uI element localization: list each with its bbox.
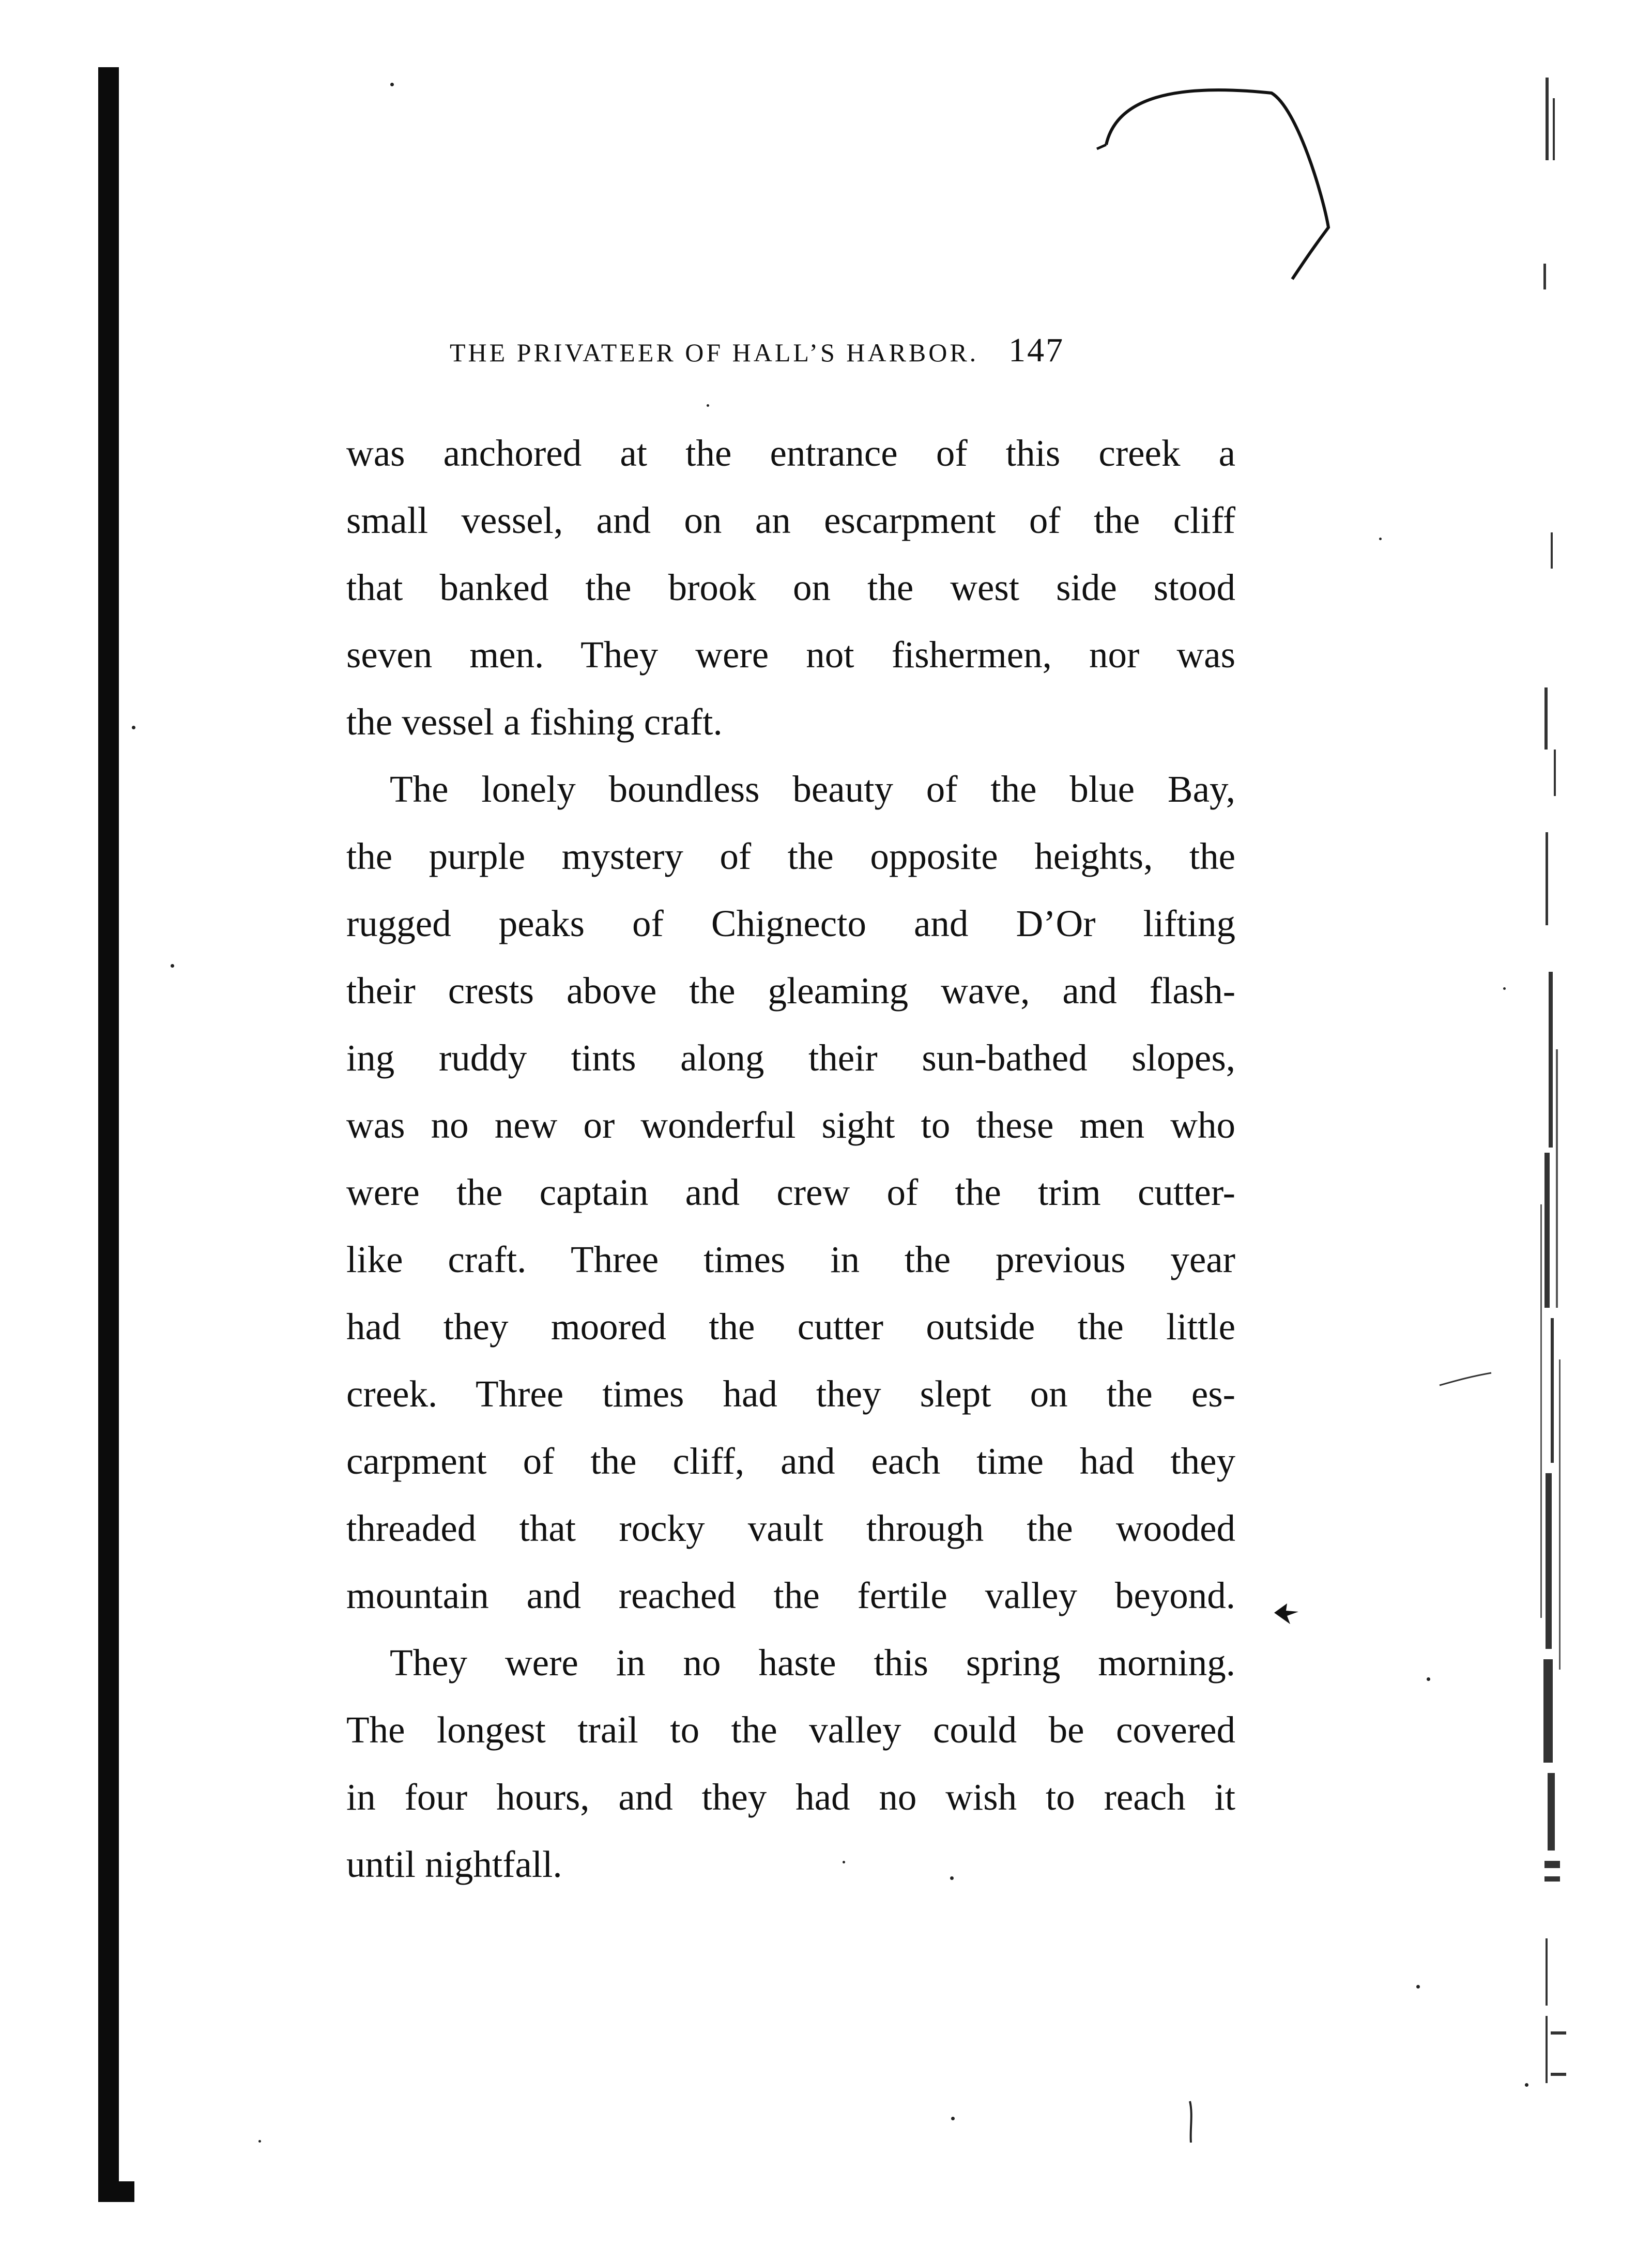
text-line: The longest trail to the valley could be covered [346,1709,1235,1751]
pencil-stroke [1437,1370,1494,1390]
text-line: was anchored at the entrance of this creek a [346,432,1235,474]
running-title: THE PRIVATEER OF HALL’S HARBOR. [450,338,979,367]
text-line: the vessel a fishing craft. [346,701,723,743]
scan-speck [1503,987,1506,990]
scan-binding-shadow [98,67,119,2202]
text-line: were the captain and crew of the trim cutter- [346,1171,1235,1213]
body-text [346,420,1235,1898]
paragraph-first-line: They were in no haste this spring morning. [390,1642,1235,1684]
text-line: in four hours, and they had no wish to reach it [346,1776,1235,1818]
text-line: carpment of the cliff, and each time had they [346,1440,1235,1482]
text-line: until nightfall. [346,1843,562,1885]
scan-speck [171,964,174,968]
scan-binding-shadow-foot [117,2181,134,2202]
scan-speck [1525,2083,1528,2087]
scan-page-edge-noise [1530,67,1582,2135]
scan-speck [258,2140,261,2143]
pencil-mark-bracket [1085,62,1375,300]
paragraph-first-line: The lonely boundless beauty of the blue Bay, [390,768,1235,810]
text-line: the purple mystery of the opposite heights, the [346,835,1235,877]
scan-speck [390,83,394,86]
scan-speck [1427,1677,1430,1681]
scan-speck [132,726,135,729]
text-line: like craft. Three times in the previous year [346,1238,1235,1280]
text-line: creek. Three times had they slept on the es- [346,1373,1235,1415]
text-line: seven men. They were not fishermen, nor was [346,634,1235,676]
text-line: their crests above the gleaming wave, and flash- [346,970,1235,1012]
text-line: mountain and reached the fertile valley beyond. [346,1574,1235,1616]
scan-speck [1379,538,1382,540]
text-line: had they moored the cutter outside the little [346,1306,1235,1348]
running-head [450,331,1225,383]
text-line: rugged peaks of Chignecto and D’Or lifting [346,903,1235,944]
page-number: 147 [1008,331,1065,369]
text-line: was no new or wonderful sight to these men who [346,1104,1235,1146]
scan-speck [707,404,709,407]
text-line: threaded that rocky vault through the wooded [346,1507,1235,1549]
pencil-stroke [1184,2099,1199,2145]
text-line: that banked the brook on the west side stood [346,567,1235,608]
scan-speck [1416,1985,1420,1989]
ink-smudge-mark [1272,1597,1303,1628]
scan-speck [951,2117,955,2120]
text-line: small vessel, and on an escarpment of the cliff [346,499,1235,541]
text-line: ing ruddy tints along their sun-bathed slopes, [346,1037,1235,1079]
